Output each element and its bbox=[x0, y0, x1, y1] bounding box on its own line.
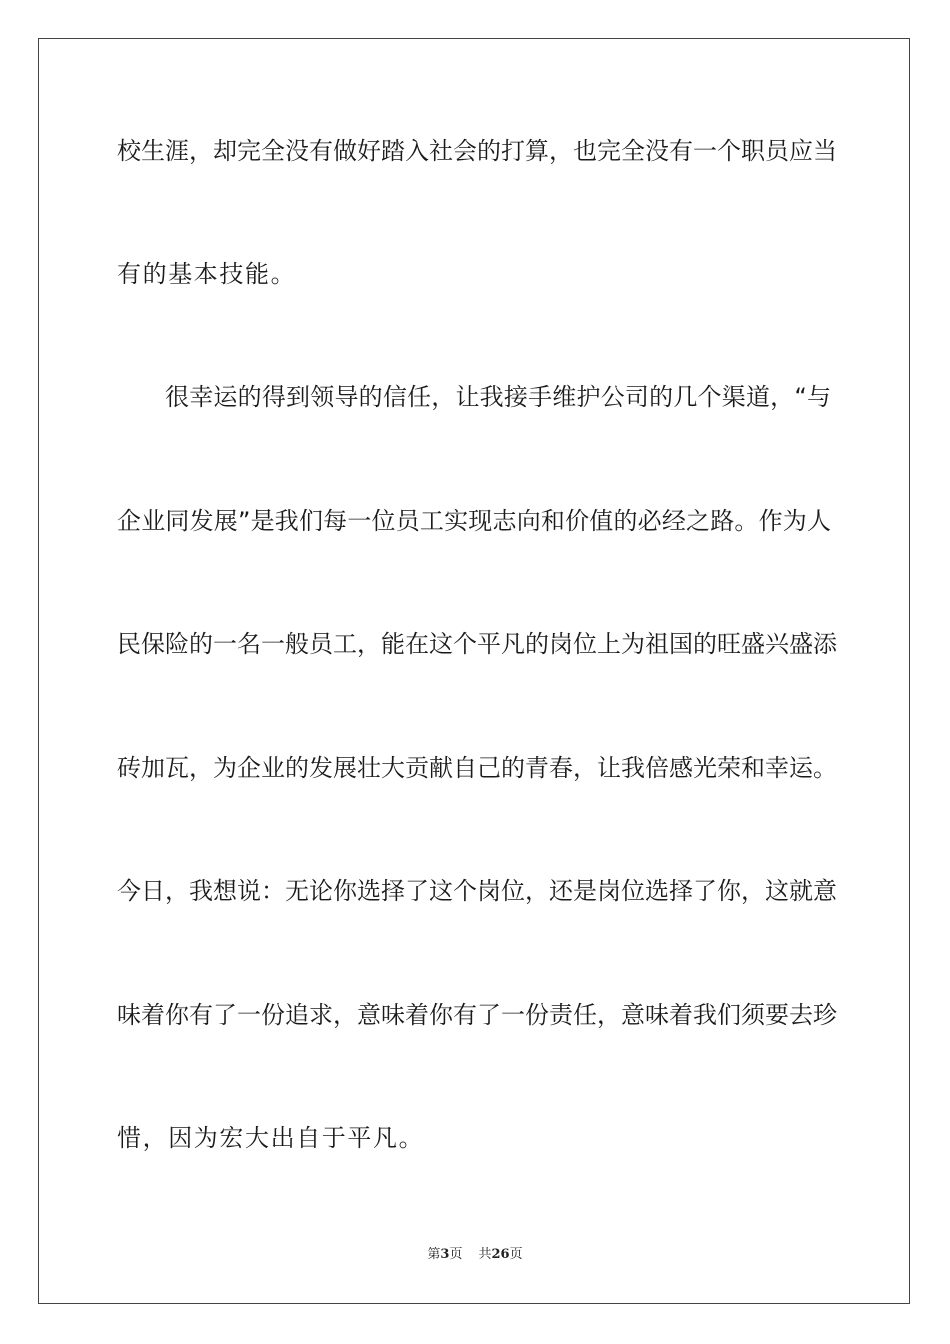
total-pages: 26 bbox=[491, 1247, 510, 1262]
text-line-5: 民保险的一名一般员工，能在这个平凡的岗位上为祖国的旺盛兴盛添 bbox=[117, 630, 837, 658]
text-line-8: 味着你有了一份追求，意味着你有了一份责任，意味着我们须要去珍 bbox=[117, 1001, 837, 1029]
text-line-4: 企业同发展”是我们每一位员工实现志向和价值的必经之路。作为人 bbox=[117, 507, 831, 535]
total-suffix: 页 bbox=[509, 1247, 523, 1262]
text-line-3: 很幸运的得到领导的信任，让我接手维护公司的几个渠道，“与 bbox=[165, 383, 831, 411]
page-prefix: 第 bbox=[427, 1247, 441, 1262]
page-border bbox=[38, 38, 910, 1304]
page-suffix: 页 bbox=[449, 1247, 463, 1262]
text-line-2: 有的基本技能。 bbox=[117, 260, 297, 288]
text-line-1: 校生涯，却完全没有做好踏入社会的打算，也完全没有一个职员应当 bbox=[117, 137, 837, 165]
text-line-9: 惜，因为宏大出自于平凡。 bbox=[117, 1124, 425, 1152]
page-number: 3 bbox=[440, 1247, 450, 1262]
page-footer bbox=[0, 1246, 950, 1264]
text-line-7: 今日，我想说：无论你选择了这个岗位，还是岗位选择了你，这就意 bbox=[117, 877, 837, 905]
total-prefix: 共 bbox=[478, 1247, 492, 1262]
text-line-6: 砖加瓦，为企业的发展壮大贡献自己的青春，让我倍感光荣和幸运。 bbox=[117, 754, 837, 782]
